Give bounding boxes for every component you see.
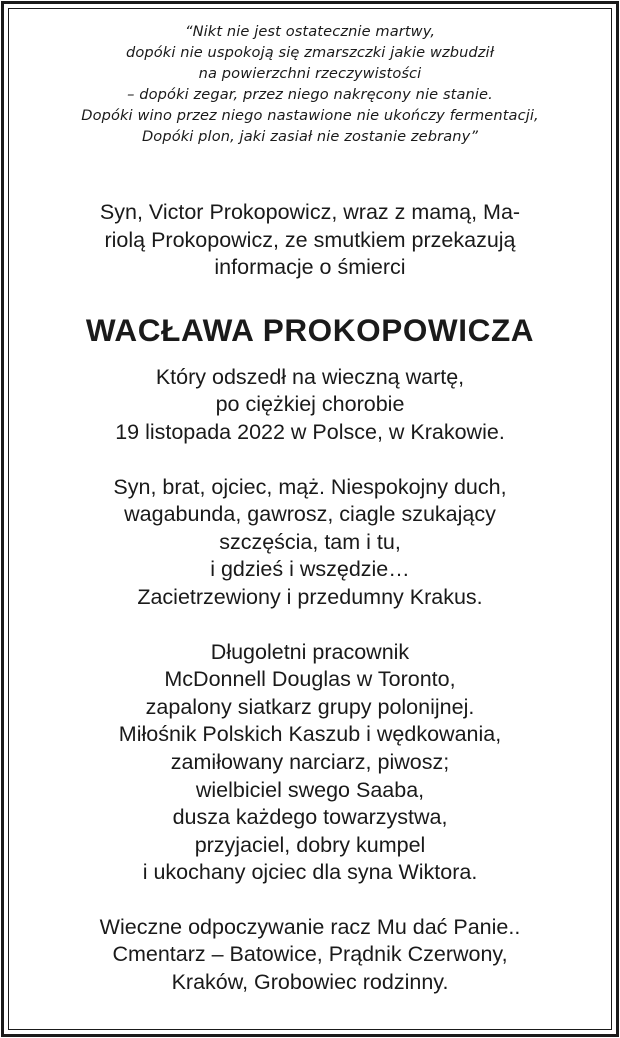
life-line: wielbiciel swego Saaba, <box>195 777 425 802</box>
life-line: zamiłowany narciarz, piwosz; <box>170 749 450 774</box>
deceased-name: WACŁAWA PROKOPOWICZA <box>85 311 535 348</box>
obituary-inner-border <box>8 8 612 1030</box>
character-line: Syn, brat, ojciec, mąż. Niespokojny duch, <box>113 474 507 499</box>
life-line: McDonnell Douglas w Toronto, <box>164 667 456 692</box>
quote-line: na powierzchni rzeczywistości <box>198 65 422 82</box>
character-line: Zacietrzewiony i przedumny Krakus. <box>137 584 483 609</box>
quote-line: dopóki nie uspokoją się zmarszczki jakie wzbudził <box>126 44 494 61</box>
life-line: i ukochany ojciec dla syna Wiktora. <box>142 860 478 885</box>
obituary-outer-border <box>1 1 619 1037</box>
announcement-intro <box>9 199 611 282</box>
character-line: i gdzieś i wszędzie… <box>210 557 410 582</box>
death-info-line: 19 listopada 2022 w Polsce, w Krakowie. <box>115 419 505 444</box>
death-info-line: po ciężkiej chorobie <box>215 392 405 417</box>
intro-line: riolą Prokopowicz, ze smutkiem przekazują <box>104 227 516 252</box>
quote-line: Dopóki plon, jaki zasiał nie zostanie zebrany” <box>141 128 479 145</box>
closing-line: Kraków, Grobowiec rodzinny. <box>171 970 449 995</box>
closing-line: Wieczne odpoczywanie racz Mu dać Panie.. <box>99 914 521 939</box>
death-info <box>9 364 611 447</box>
quote-line: Dopóki wino przez niego nastawione nie ukończy fermentacji, <box>81 107 539 124</box>
life-line: Długoletni pracownik <box>210 639 410 664</box>
life-line: dusza każdego towarzystwa, <box>172 805 448 830</box>
life-line: zapalony siatkarz grupy polonijnej. <box>145 694 475 719</box>
death-info-line: Który odszedł na wieczną wartę, <box>155 364 465 389</box>
quote-line: “Nikt nie jest ostatecznie martwy, <box>184 23 436 40</box>
life-description <box>9 639 611 887</box>
life-line: Miłośnik Polskich Kaszub i wędkowania, <box>118 722 502 747</box>
character-description <box>9 474 611 612</box>
quote-line: – dopóki zegar, przez niego nakręcony nie stanie. <box>127 86 493 103</box>
intro-line: informacje o śmierci <box>214 255 406 280</box>
life-line: przyjaciel, dobry kumpel <box>194 832 426 857</box>
epigraph-quote <box>9 21 611 147</box>
character-line: szczęścia, tam i tu, <box>219 529 401 554</box>
obituary-content <box>9 9 611 997</box>
character-line: wagabunda, gawrosz, ciagle szukający <box>124 502 496 527</box>
closing-info <box>9 914 611 997</box>
intro-line: Syn, Victor Prokopowicz, wraz z mamą, Ma- <box>99 200 521 224</box>
closing-line: Cmentarz – Batowice, Prądnik Czerwony, <box>112 942 508 967</box>
